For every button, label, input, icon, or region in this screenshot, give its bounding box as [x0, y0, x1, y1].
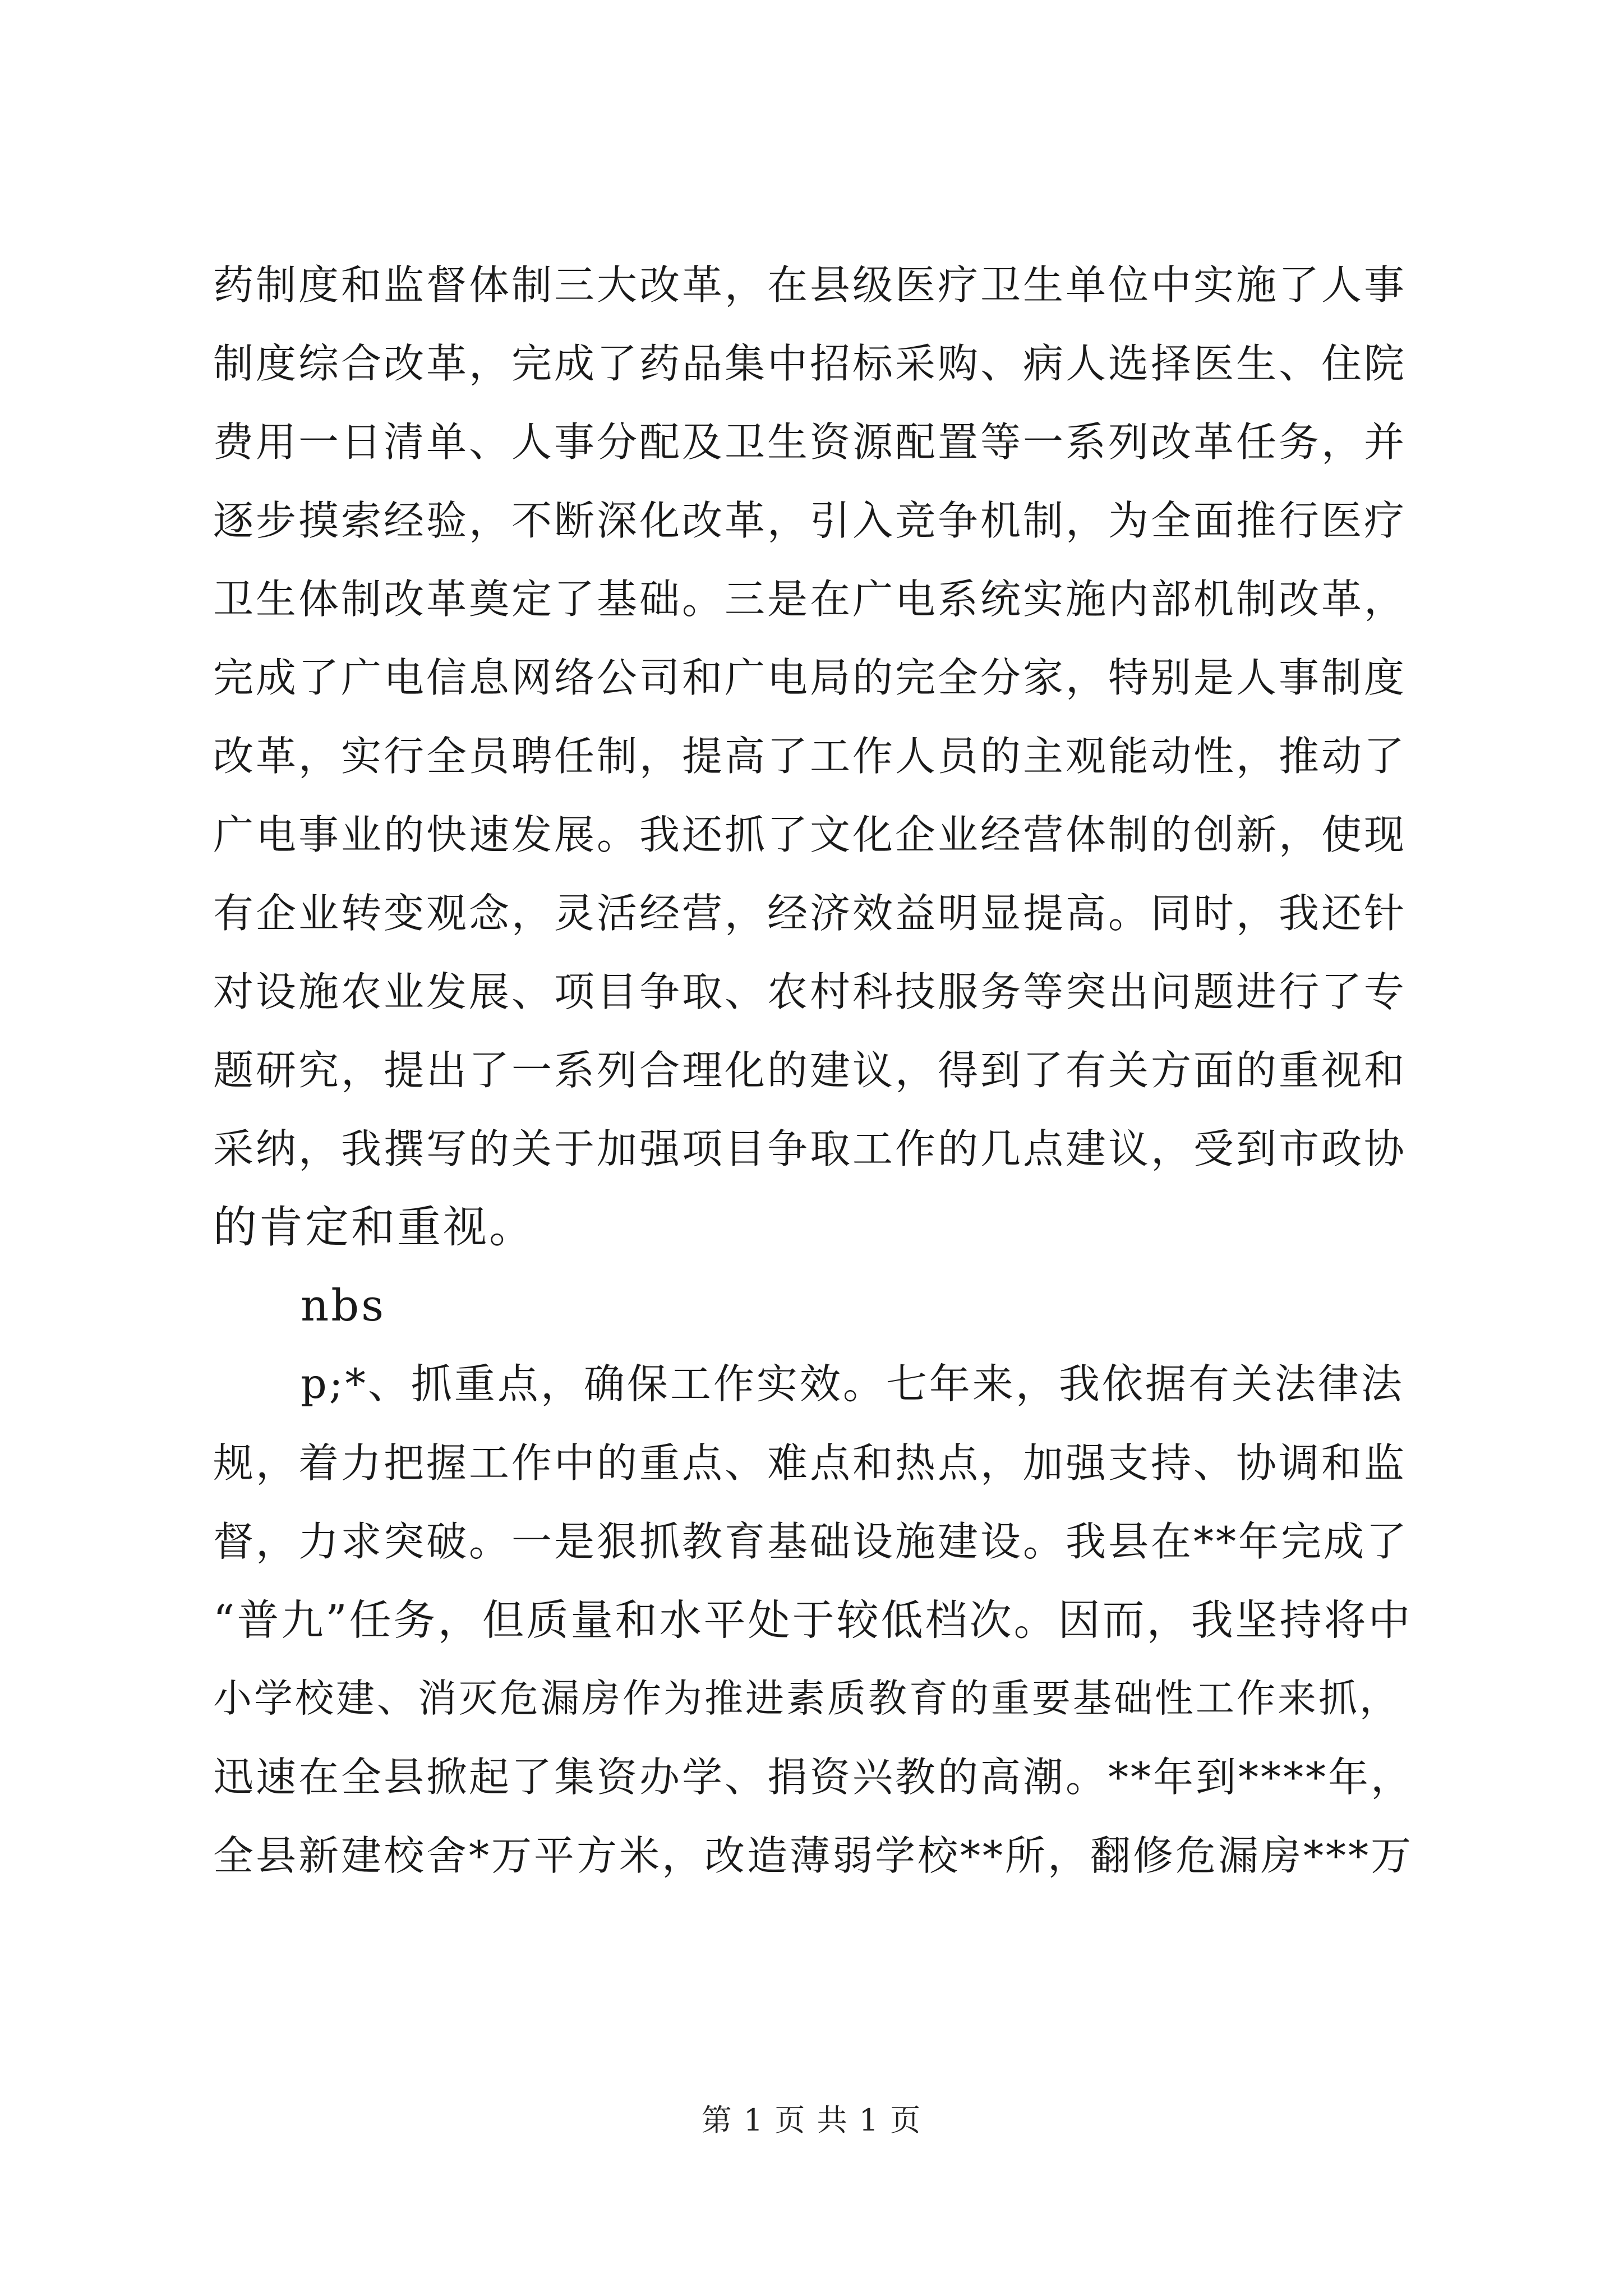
text-line: 题研究，提出了一系列合理化的建议，得到了有关方面的重视和: [213, 1047, 1407, 1094]
text-line: 规，着力把握工作中的重点、难点和热点，加强支持、协调和监: [213, 1439, 1407, 1487]
text-line: “普九”任务，但质量和水平处于较低档次。因而，我坚持将中: [213, 1595, 1413, 1645]
text-line: 制度综合改革，完成了药品集中招标采购、病人选择医生、住院: [213, 340, 1407, 387]
text-line: 有企业转变观念，灵活经营，经济效益明显提高。同时，我还针: [213, 890, 1407, 937]
text-line: 全县新建校舍*万平方米，改造薄弱学校**所，翻修危漏房***万: [213, 1832, 1414, 1879]
text-line: 督，力求突破。一是狠抓教育基础设施建设。我县在**年完成了: [213, 1518, 1409, 1565]
text-line: 广电事业的快速发展。我还抓了文化企业经营体制的创新，使现: [213, 811, 1407, 858]
text-line: p;*、抓重点，确保工作实效。七年来，我依据有关法律法: [301, 1360, 1404, 1408]
text-line: 的肯定和重视。: [213, 1202, 536, 1253]
text-line: 药制度和监督体制三大改革，在县级医疗卫生单位中实施了人事: [213, 261, 1407, 309]
text-line: 对设施农业发展、项目争取、农村科技服务等突出问题进行了专: [213, 968, 1407, 1015]
text-line: 卫生体制改革奠定了基础。三是在广电系统实施内部机制改革，: [213, 576, 1407, 623]
text-line: 费用一日清单、人事分配及卫生资源配置等一系列改革任务，并: [213, 418, 1407, 466]
text-line: 小学校建、消灭危漏房作为推进素质教育的重要基础性工作来抓，: [213, 1676, 1400, 1721]
page-footer: 第 1 页 共 1 页: [701, 2102, 922, 2138]
text-line: 改革，实行全员聘任制，提高了工作人员的主观能动性，推动了: [213, 733, 1407, 780]
text-line: 完成了广电信息网络公司和广电局的完全分家，特别是人事制度: [213, 654, 1407, 701]
text-line: nbs: [301, 1281, 386, 1331]
text-line: 采纳，我撰写的关于加强项目争取工作的几点建议，受到市政协: [213, 1125, 1407, 1172]
text-line: 逐步摸索经验，不断深化改革，引入竞争机制，为全面推行医疗: [213, 497, 1407, 544]
text-line: 迅速在全县掀起了集资办学、捐资兴教的高潮。**年到****年，: [213, 1754, 1414, 1801]
